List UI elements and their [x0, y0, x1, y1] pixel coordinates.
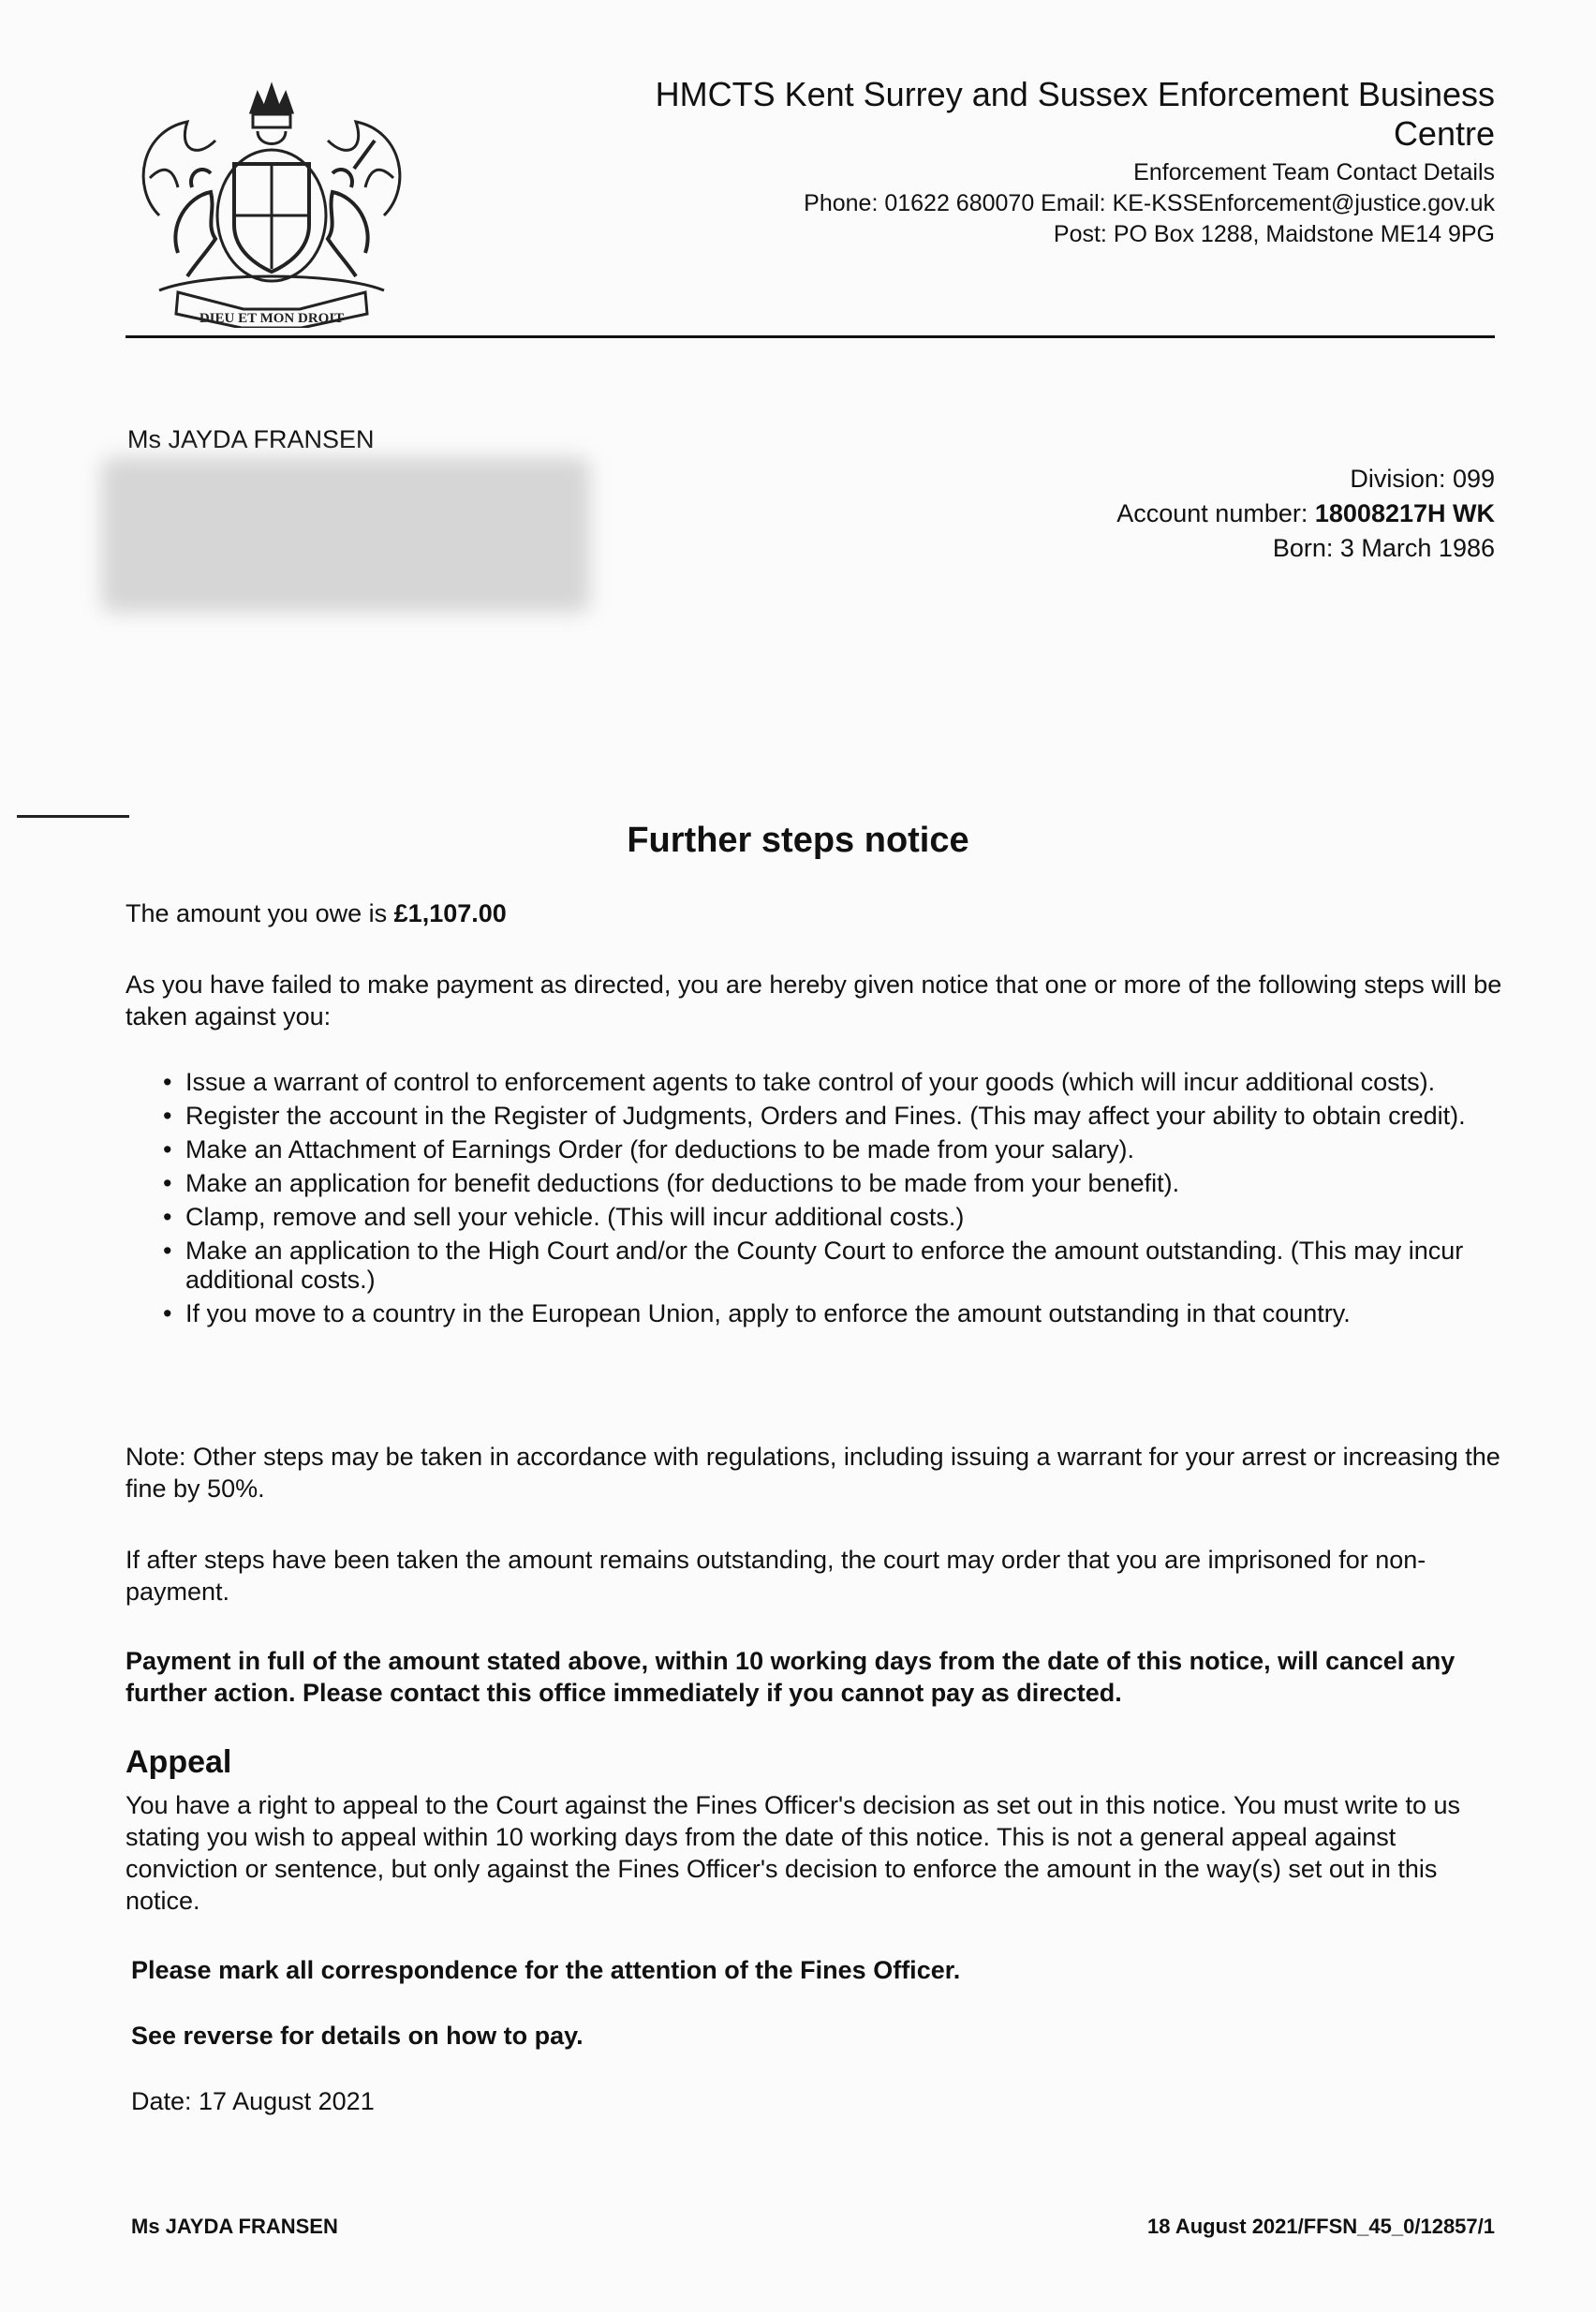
appeal-paragraph: You have a right to appeal to the Court against the Fines Officer's decision as set out in this notice. You must write to us stating you wish to appeal within 10 working days from the date of this notice. This is not a general appeal against conviction or sentence, but only against the Fines Officer's decision to enforce the amount in the way(s) set out in this notice. — [126, 1791, 1460, 1915]
office-name: HMCTS Kent Surrey and Sussex Enforcement Business Centre — [655, 75, 1495, 153]
phone-email: Phone: 01622 680070 Email: KE-KSSEnforcement@justice.gov.uk — [804, 190, 1495, 216]
date-of-birth: Born: 3 March 1986 — [1272, 534, 1495, 562]
list-item: • Register the account in the Register of Judgments, Orders and Fines. (This may affect your ability to obtain credit). — [185, 1102, 1489, 1131]
margin-mark — [17, 815, 129, 818]
correspondence-instruction: Please mark all correspondence for the attention of the Fines Officer. — [131, 1956, 961, 1984]
account-number-line: Account number: 18008217H WK — [1116, 499, 1495, 527]
list-item: • Make an application for benefit deductions (for deductions to be made from your benefit). — [185, 1169, 1489, 1198]
amount-value: £1,107.00 — [393, 899, 507, 927]
amount-owed: The amount you owe is £1,107.00 — [126, 899, 507, 927]
steps-list — [140, 1068, 1489, 1333]
contact-title: Enforcement Team Contact Details — [1133, 159, 1495, 185]
header-divider — [126, 335, 1495, 338]
intro-paragraph: As you have failed to make payment as directed, you are hereby given notice that one or more of the following steps will be taken against you: — [126, 971, 1502, 1030]
footer-reference: 18 August 2021/FFSN_45_0/12857/1 — [1147, 2215, 1495, 2238]
reverse-instruction: See reverse for details on how to pay. — [131, 2022, 584, 2050]
list-item: • Make an application to the High Court and/or the County Court to enforce the amount outstanding. (This may incur additional costs.) — [185, 1237, 1489, 1295]
imprisonment-paragraph: If after steps have been taken the amount remains outstanding, the court may order that you are imprisoned for non-payment. — [126, 1546, 1426, 1606]
note-paragraph: Note: Other steps may be taken in accordance with regulations, including issuing a warrant for your arrest or increasing the fine by 50%. — [126, 1443, 1500, 1503]
list-item: • Make an Attachment of Earnings Order (for deductions to be made from your salary). — [185, 1135, 1489, 1164]
svg-text:DIEU ET MON DROIT: DIEU ET MON DROIT — [199, 311, 345, 326]
appeal-heading: Appeal — [126, 1744, 232, 1780]
account-number: 18008217H WK — [1314, 499, 1495, 527]
redacted-address — [101, 457, 590, 613]
list-item: • Clamp, remove and sell your vehicle. (This will incur additional costs.) — [185, 1203, 1489, 1232]
division: Division: 099 — [1350, 465, 1495, 493]
list-item: • If you move to a country in the European Union, apply to enforce the amount outstanding in that country. — [185, 1299, 1489, 1328]
contact-details — [596, 157, 1495, 250]
footer-recipient-name: Ms JAYDA FRANSEN — [131, 2215, 338, 2238]
royal-coat-of-arms-logo — [122, 75, 421, 328]
account-details — [1116, 462, 1495, 566]
recipient-name: Ms JAYDA FRANSEN — [127, 425, 375, 453]
notice-title: Further steps notice — [627, 821, 969, 860]
postal-address: Post: PO Box 1288, Maidstone ME14 9PG — [1053, 221, 1495, 247]
payment-warning: Payment in full of the amount stated above, within 10 working days from the date of this notice, will cancel any further action. Please contact this office immediately if you cannot pay as directed. — [126, 1647, 1456, 1707]
list-item: • Issue a warrant of control to enforcement agents to take control of your goods (which will incur additional costs). — [185, 1068, 1489, 1097]
notice-date: Date: 17 August 2021 — [131, 2087, 375, 2115]
